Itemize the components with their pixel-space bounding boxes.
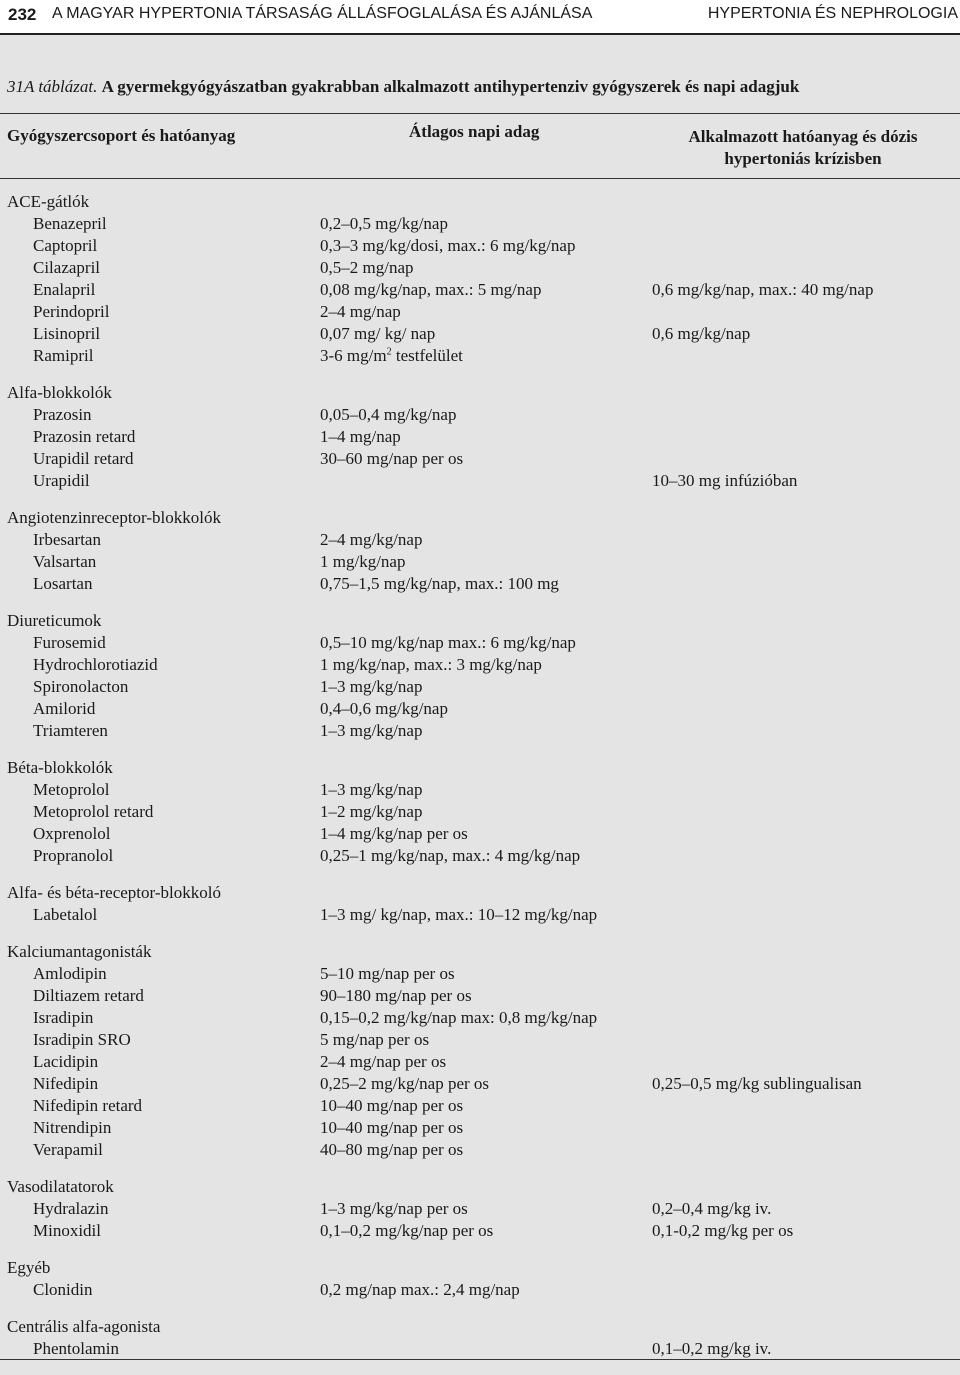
table-row xyxy=(0,573,960,595)
table-row xyxy=(0,676,960,698)
table-row xyxy=(0,529,960,551)
drug-name: Triamteren xyxy=(33,721,108,740)
drug-name: Diltiazem retard xyxy=(33,986,144,1005)
daily-dose xyxy=(320,632,576,654)
table-row xyxy=(0,779,960,801)
drug-name: Amilorid xyxy=(33,699,96,718)
group-row xyxy=(0,941,960,963)
drug-name: Lacidipin xyxy=(33,1052,99,1071)
drug-name: Propranolol xyxy=(33,846,114,865)
daily-dose xyxy=(320,323,435,345)
daily-dose xyxy=(320,845,580,867)
drug-table xyxy=(0,191,960,1375)
daily-dose-text: 0,2 mg/nap max.: 2,4 mg/nap xyxy=(320,1280,520,1299)
table-row xyxy=(0,1007,960,1029)
group-name: ACE-gátlók xyxy=(7,192,90,211)
daily-dose-text: 1 mg/kg/nap, max.: 3 mg/kg/nap xyxy=(320,655,542,674)
table-row xyxy=(0,448,960,470)
daily-dose xyxy=(320,676,422,698)
daily-dose-text: 0,4–0,6 mg/kg/nap xyxy=(320,699,448,718)
daily-dose-text: 0,1–0,2 mg/kg/nap per os xyxy=(320,1221,494,1240)
table-row xyxy=(0,345,960,367)
daily-dose xyxy=(320,404,456,426)
daily-dose xyxy=(320,720,422,742)
daily-dose-text: 0,2–0,5 mg/kg/nap xyxy=(320,214,448,233)
drug-name: Losartan xyxy=(33,574,93,593)
dose-superscript: 2 xyxy=(386,346,392,358)
drug-name: Benazepril xyxy=(33,214,107,233)
table-row xyxy=(0,698,960,720)
table-row xyxy=(0,470,960,492)
daily-dose xyxy=(320,963,455,985)
table-title: A gyermekgyógyászatban gyakrabban alkalmazott antihypertenziv gyógyszerek és napi adagjuk xyxy=(101,77,800,96)
drug-name: Urapidil retard xyxy=(33,449,134,468)
drug-name: Nifedipin retard xyxy=(33,1096,143,1115)
daily-dose-text: 1–3 mg/kg/nap xyxy=(320,780,423,799)
drug-group xyxy=(0,757,960,867)
daily-dose-text: 0,15–0,2 mg/kg/nap max: 0,8 mg/kg/nap xyxy=(320,1008,598,1027)
daily-dose-text: 2–4 mg/nap per os xyxy=(320,1052,447,1071)
column-header-crisis-line1: Alkalmazott hatóanyag és dózis xyxy=(688,127,918,146)
table-row xyxy=(0,235,960,257)
daily-dose xyxy=(320,1117,463,1139)
group-row xyxy=(0,1257,960,1279)
drug-name: Perindopril xyxy=(33,302,110,321)
top-rule xyxy=(0,113,960,114)
crisis-dose: 10–30 mg infúzióban xyxy=(652,471,798,490)
table-row xyxy=(0,1095,960,1117)
daily-dose-text: 1–4 mg/kg/nap per os xyxy=(320,824,468,843)
drug-group xyxy=(0,507,960,595)
group-row xyxy=(0,882,960,904)
daily-dose xyxy=(320,904,597,926)
daily-dose-text: 1–2 mg/kg/nap xyxy=(320,802,423,821)
table-row xyxy=(0,551,960,573)
daily-dose-text: 10–40 mg/nap per os xyxy=(320,1096,464,1115)
group-row xyxy=(0,191,960,213)
drug-group xyxy=(0,941,960,1161)
table-row xyxy=(0,720,960,742)
drug-name: Furosemid xyxy=(33,633,106,652)
crisis-dose: 0,25–0,5 mg/kg sublingualisan xyxy=(652,1074,862,1093)
table-label: 31A táblázat. xyxy=(7,77,98,96)
group-name: Alfa- és béta-receptor-blokkoló xyxy=(7,883,221,902)
drug-name: Captopril xyxy=(33,236,98,255)
group-name: Diureticumok xyxy=(7,611,102,630)
daily-dose-text: 1–3 mg/ kg/nap, max.: 10–12 mg/kg/nap xyxy=(320,905,598,924)
table-row xyxy=(0,801,960,823)
drug-group xyxy=(0,882,960,926)
daily-dose xyxy=(320,448,463,470)
daily-dose xyxy=(320,426,401,448)
drug-name: Hydralazin xyxy=(33,1199,109,1218)
daily-dose-text: 0,25–2 mg/kg/nap per os xyxy=(320,1074,490,1093)
daily-dose xyxy=(320,985,472,1007)
daily-dose-text: 0,05–0,4 mg/kg/nap xyxy=(320,405,457,424)
daily-dose xyxy=(320,698,448,720)
group-name: Alfa-blokkolók xyxy=(7,383,112,402)
group-name: Angiotenzinreceptor-blokkolók xyxy=(7,508,221,527)
table-row xyxy=(0,426,960,448)
running-header xyxy=(0,0,960,35)
daily-dose xyxy=(320,654,542,676)
table-row xyxy=(0,963,960,985)
daily-dose-text: 1–3 mg/kg/nap xyxy=(320,721,423,740)
column-header-group: Gyógyszercsoport és hatóanyag xyxy=(7,126,236,145)
table-row xyxy=(0,1029,960,1051)
table-row xyxy=(0,1220,960,1242)
table-row xyxy=(0,213,960,235)
daily-dose xyxy=(320,1007,597,1029)
group-row xyxy=(0,1316,960,1338)
drug-name: Prazosin retard xyxy=(33,427,136,446)
drug-name: Oxprenolol xyxy=(33,824,111,843)
crisis-dose: 0,2–0,4 mg/kg iv. xyxy=(652,1199,772,1218)
column-header-dose: Átlagos napi adag xyxy=(409,122,540,141)
group-row xyxy=(0,382,960,404)
group-name: Kalciumantagonisták xyxy=(7,942,152,961)
drug-name: Enalapril xyxy=(33,280,96,299)
group-name: Centrális alfa-agonista xyxy=(7,1317,161,1336)
daily-dose-text: 40–80 mg/nap per os xyxy=(320,1140,464,1159)
drug-group xyxy=(0,382,960,492)
group-row xyxy=(0,610,960,632)
group-name: Egyéb xyxy=(7,1258,51,1277)
group-row xyxy=(0,1176,960,1198)
drug-group xyxy=(0,191,960,367)
daily-dose xyxy=(320,1198,468,1220)
crisis-dose: 0,6 mg/kg/nap, max.: 40 mg/nap xyxy=(652,280,874,299)
table-row xyxy=(0,1139,960,1161)
daily-dose-text: 1–3 mg/kg/nap per os xyxy=(320,1199,468,1218)
daily-dose xyxy=(320,1279,520,1301)
drug-name: Minoxidil xyxy=(33,1221,102,1240)
drug-name: Urapidil xyxy=(33,471,90,490)
drug-name: Amlodipin xyxy=(33,964,107,983)
daily-dose xyxy=(320,779,422,801)
table-row xyxy=(0,404,960,426)
daily-dose-text: 0,5–10 mg/kg/nap max.: 6 mg/kg/nap xyxy=(320,633,576,652)
crisis-dose: 0,1–0,2 mg/kg iv. xyxy=(652,1339,772,1358)
table-caption xyxy=(7,77,799,97)
table-row xyxy=(0,301,960,323)
drug-name: Lisinopril xyxy=(33,324,101,343)
daily-dose-text: 1 mg/kg/nap xyxy=(320,552,406,571)
daily-dose-text: 0,07 mg/ kg/ nap xyxy=(320,324,436,343)
daily-dose-text: 3-6 mg/m xyxy=(320,346,387,365)
table-row xyxy=(0,823,960,845)
table-row xyxy=(0,985,960,1007)
running-title: A MAGYAR HYPERTONIA TÁRSASÁG ÁLLÁSFOGLALÁSA ÉS AJÁNLÁSA xyxy=(52,5,593,22)
daily-dose-text: 30–60 mg/nap per os xyxy=(320,449,464,468)
drug-name: Isradipin xyxy=(33,1008,94,1027)
daily-dose-text: 1–3 mg/kg/nap xyxy=(320,677,423,696)
drug-name: Phentolamin xyxy=(33,1339,119,1358)
drug-name: Verapamil xyxy=(33,1140,103,1159)
table-row xyxy=(0,1279,960,1301)
daily-dose-text: 0,5–2 mg/nap xyxy=(320,258,414,277)
daily-dose xyxy=(320,235,575,257)
drug-name: Metoprolol xyxy=(33,780,110,799)
daily-dose xyxy=(320,1220,493,1242)
daily-dose-text: 1–4 mg/nap xyxy=(320,427,401,446)
daily-dose xyxy=(320,801,422,823)
drug-group xyxy=(0,1176,960,1242)
daily-dose xyxy=(320,573,559,595)
page-number: 232 xyxy=(8,5,37,24)
drug-name: Isradipin SRO xyxy=(33,1030,131,1049)
daily-dose-tail: testfelület xyxy=(391,346,463,365)
daily-dose-text: 10–40 mg/nap per os xyxy=(320,1118,464,1137)
daily-dose-text: 90–180 mg/nap per os xyxy=(320,986,472,1005)
daily-dose xyxy=(320,1095,463,1117)
drug-name: Irbesartan xyxy=(33,530,101,549)
daily-dose xyxy=(320,345,463,367)
daily-dose-text: 0,75–1,5 mg/kg/nap, max.: 100 mg xyxy=(320,574,559,593)
table-row xyxy=(0,1338,960,1360)
drug-group xyxy=(0,610,960,742)
drug-name: Hydrochlorotiazid xyxy=(33,655,158,674)
drug-name: Clonidin xyxy=(33,1280,93,1299)
group-row xyxy=(0,507,960,529)
column-header-crisis-line2: hypertoniás krízisben xyxy=(724,149,882,168)
daily-dose-text: 2–4 mg/nap xyxy=(320,302,401,321)
drug-group xyxy=(0,1316,960,1360)
header-rule xyxy=(0,178,960,179)
group-row xyxy=(0,757,960,779)
column-header-crisis xyxy=(640,126,960,170)
journal-title: HYPERTONIA ÉS NEPHROLOGIA xyxy=(707,5,958,22)
drug-name: Ramipril xyxy=(33,346,94,365)
table-row xyxy=(0,1073,960,1095)
table-row xyxy=(0,845,960,867)
drug-name: Labetalol xyxy=(33,905,98,924)
daily-dose xyxy=(320,301,401,323)
daily-dose xyxy=(320,1073,489,1095)
daily-dose-text: 0,25–1 mg/kg/nap, max.: 4 mg/kg/nap xyxy=(320,846,581,865)
bottom-rule xyxy=(0,1359,960,1360)
drug-name: Metoprolol retard xyxy=(33,802,154,821)
crisis-dose: 0,1-0,2 mg/kg per os xyxy=(652,1221,794,1240)
drug-name: Spironolacton xyxy=(33,677,129,696)
table-row xyxy=(0,323,960,345)
daily-dose xyxy=(320,1139,463,1161)
table-row xyxy=(0,632,960,654)
daily-dose-text: 0,3–3 mg/kg/dosi, max.: 6 mg/kg/nap xyxy=(320,236,576,255)
daily-dose xyxy=(320,1051,446,1073)
daily-dose-text: 5 mg/nap per os xyxy=(320,1030,430,1049)
table-row xyxy=(0,654,960,676)
daily-dose xyxy=(320,551,405,573)
daily-dose-text: 2–4 mg/kg/nap xyxy=(320,530,423,549)
table-row xyxy=(0,257,960,279)
drug-name: Cilazapril xyxy=(33,258,101,277)
daily-dose xyxy=(320,529,422,551)
daily-dose-text: 0,08 mg/kg/nap, max.: 5 mg/nap xyxy=(320,280,542,299)
group-name: Béta-blokkolók xyxy=(7,758,113,777)
table-row xyxy=(0,1198,960,1220)
table-row xyxy=(0,279,960,301)
table-row xyxy=(0,1117,960,1139)
table-row xyxy=(0,904,960,926)
daily-dose xyxy=(320,1029,429,1051)
drug-name: Nitrendipin xyxy=(33,1118,112,1137)
table-row xyxy=(0,1051,960,1073)
drug-name: Nifedipin xyxy=(33,1074,99,1093)
daily-dose xyxy=(320,823,468,845)
group-name: Vasodilatatorok xyxy=(7,1177,114,1196)
daily-dose xyxy=(320,279,541,301)
daily-dose xyxy=(320,213,448,235)
drug-name: Valsartan xyxy=(33,552,97,571)
drug-name: Prazosin xyxy=(33,405,92,424)
crisis-dose: 0,6 mg/kg/nap xyxy=(652,324,751,343)
drug-group xyxy=(0,1257,960,1301)
daily-dose xyxy=(320,257,414,279)
daily-dose-text: 5–10 mg/nap per os xyxy=(320,964,455,983)
